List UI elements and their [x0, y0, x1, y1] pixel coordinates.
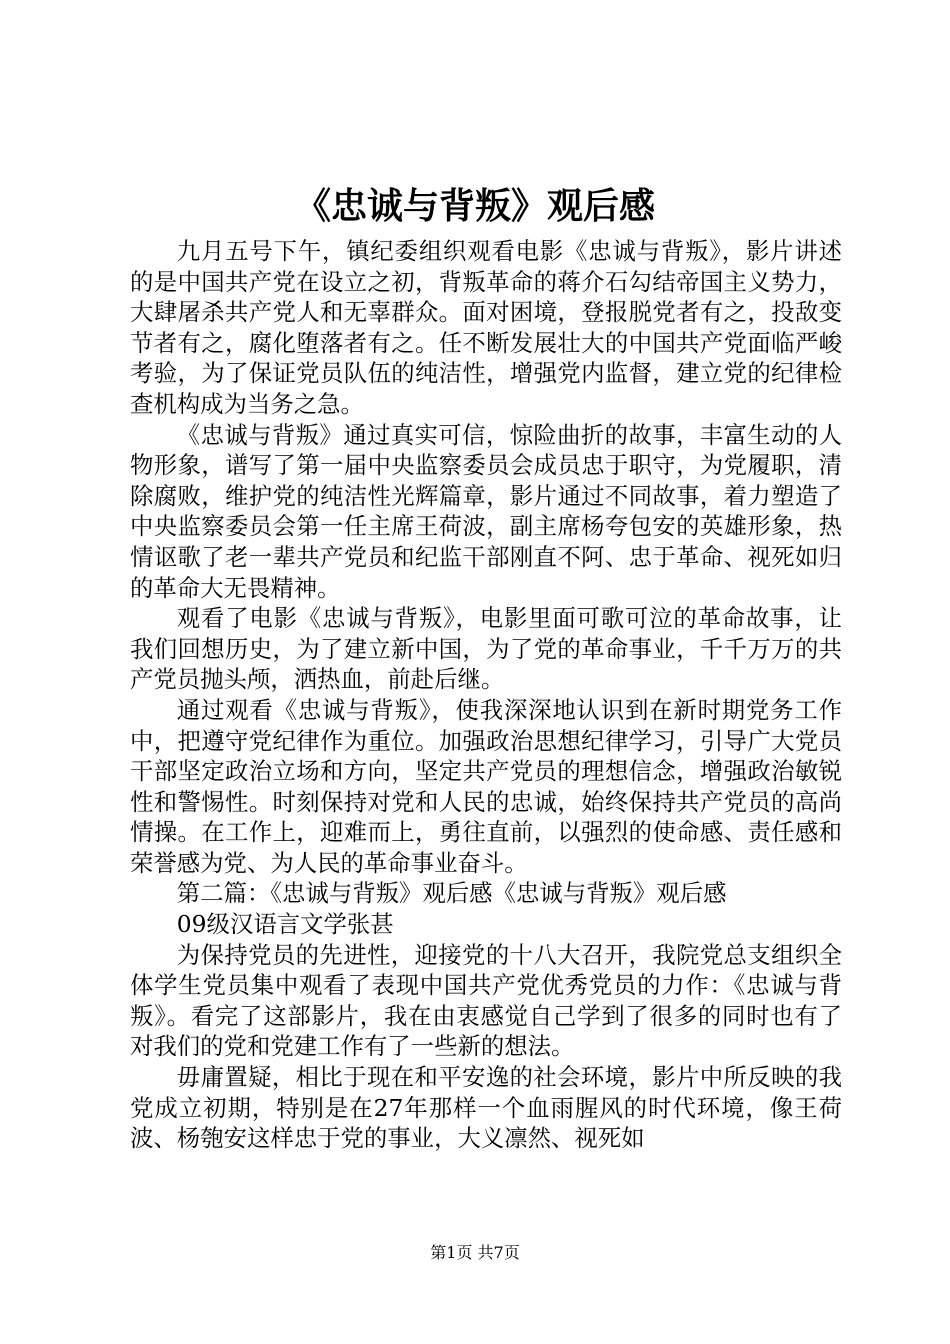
paragraph: 毋庸置疑，相比于现在和平安逸的社会环境，影片中所反映的我党成立初期，特别是在27年那样一个血雨腥风的时代环境，像王荷波、杨匏安这样忠于党的事业，大义凛然、视死如: [130, 1063, 842, 1153]
document-title: 《忠诚与背叛》观后感: [294, 185, 655, 227]
paragraph: 《忠诚与背叛》通过真实可信，惊险曲折的故事，丰富生动的人物形象，谱写了第一届中央监察委员会成员忠于职守，为党履职，清除腐败，维护党的纯洁性光辉篇章，影片通过不同故事，着力塑造了中央监察委员会第一任主席王荷波，副主席杨夸包安的英雄形象，热情讴歌了老一辈共产党员和纪监干部刚直不阿、忠于革命、视死如归的革命大无畏精神。: [130, 420, 842, 602]
paragraph: 九月五号下午，镇纪委组织观看电影《忠诚与背叛》，影片讲述的是中国共产党在设立之初，背叛革命的蒋介石勾结帝国主义势力，大肆屠杀共产党人和无辜群众。面对困境，登报脱党者有之，投敌变节者有之，腐化堕落者有之。任不断发展壮大的中国共产党面临严峻考验，为了保证党员队伍的纯洁性，增强党内监督，建立党的纪律检查机构成为当务之急。: [130, 237, 842, 418]
paragraph: 通过观看《忠诚与背叛》，使我深深地认识到在新时期党务工作中，把遵守党纪律作为重位。加强政治思想纪律学习，引导广大党员干部坚定政治立场和方向，坚定共产党员的理想信念，增强政治敏锐性和警惕性。时刻保持对党和人民的忠诚，始终保持共产党员的高尚情操。在工作上，迎难而上，勇往直前，以强烈的使命感、责任感和荣誉感为党、为人民的革命事业奋斗。: [130, 695, 842, 877]
author-line: 09级汉语言文学张甚: [176, 910, 394, 939]
document-body: [130, 236, 842, 1154]
section-heading: 第二篇：《忠诚与背叛》观后感《忠诚与背叛》观后感: [176, 879, 727, 908]
paragraph: 为保持党员的先进性，迎接党的十八大召开，我院党总支组织全体学生党员集中观看了表现中国共产党优秀党员的力作：《忠诚与背叛》。看完了这部影片，我在由衷感觉自己学到了很多的同时也有了对我们的党和党建工作有了一些新的想法。: [130, 940, 842, 1061]
page-number-footer: 第1页 共7页: [430, 1243, 520, 1262]
paragraph: 观看了电影《忠诚与背叛》，电影里面可歌可泣的革命故事，让我们回想历史，为了建立新中国，为了党的革命事业，千千万万的共产党员抛头颅，洒热血，前赴后继。: [130, 604, 842, 694]
